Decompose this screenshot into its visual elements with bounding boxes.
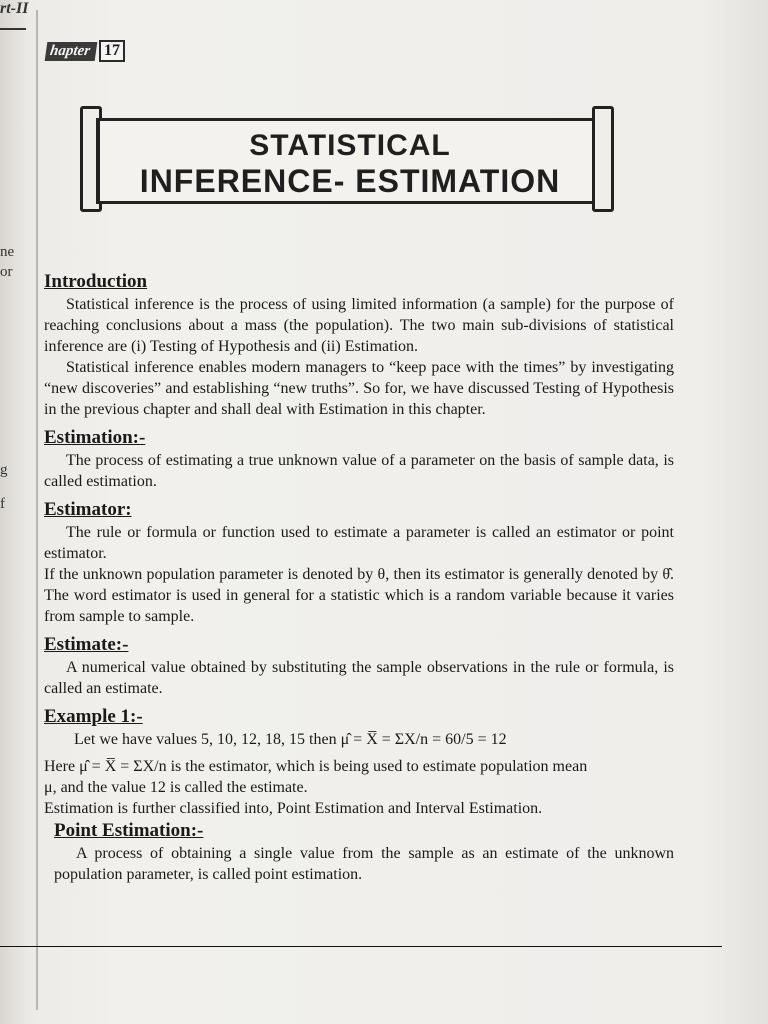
heading-introduction: Introduction bbox=[44, 271, 148, 292]
chapter-tag bbox=[46, 40, 125, 62]
chapter-title-line2: INFERENCE- ESTIMATION bbox=[139, 163, 561, 199]
heading-estimator: Estimator: bbox=[44, 499, 132, 520]
intro-paragraph-2: Statistical inference enables modern managers to “keep pace with the times” by investigating “new discoveries” and establishing “new truths”. So for, we have discussed Testing of Hypothesis in the previous chapter and shall deal with Estimation in this chapter. bbox=[44, 359, 674, 418]
binding-gutter bbox=[36, 10, 38, 1010]
estimator-paragraph-1: The rule or formula or function used to estimate a parameter is called an estimator or point estimator. bbox=[44, 524, 674, 562]
example-classification-line: Estimation is further classified into, Point Estimation and Interval Estimation. bbox=[44, 800, 543, 817]
estimator-paragraph-2: If the unknown population parameter is denoted by θ, then its estimator is generally denoted by θ̂. The word estimator is used in general for a statistic which is a random variable because it varies from sample to sample. bbox=[44, 566, 674, 625]
chapter-number: 17 bbox=[99, 40, 125, 62]
point-estimation-paragraph: A process of obtaining a single value from the sample as an estimate of the unknown population parameter, is called point estimation. bbox=[54, 845, 674, 883]
margin-fragment: ne bbox=[0, 244, 15, 260]
margin-fragment: or bbox=[0, 264, 13, 280]
running-head-rule bbox=[0, 28, 26, 30]
example-estimator-line: Here μ̂ = X̅ = ΣX/n is the estimator, which is being used to estimate population mean bbox=[44, 758, 588, 775]
heading-estimation: Estimation:- bbox=[44, 427, 146, 448]
chapter-title-line1: STATISTICAL bbox=[249, 129, 451, 162]
heading-point-estimation: Point Estimation:- bbox=[54, 820, 204, 841]
bottom-rule bbox=[0, 946, 722, 947]
margin-fragment: f bbox=[0, 496, 5, 512]
intro-paragraph-1: Statistical inference is the process of using limited information (a sample) for the purpose of reaching conclusions about a mass (the population). The two main sub-divisions of statistical inference are (i) Testing of Hypothesis and (ii) Estimation. bbox=[44, 296, 674, 355]
estimate-paragraph: A numerical value obtained by substituting the sample observations in the rule or formula, is called an estimate. bbox=[44, 659, 674, 697]
estimation-paragraph: The process of estimating a true unknown value of a parameter on the basis of sample data, is called estimation. bbox=[44, 452, 674, 490]
chapter-body bbox=[44, 270, 674, 885]
title-frame bbox=[96, 118, 604, 204]
example-formula-line: Let we have values 5, 10, 12, 18, 15 then μ̂ = X̅ = ΣX/n = 60/5 = 12 bbox=[74, 731, 507, 748]
scroll-right-roll bbox=[592, 106, 614, 212]
margin-fragment: g bbox=[0, 462, 8, 478]
heading-estimate: Estimate:- bbox=[44, 634, 129, 655]
chapter-label: hapter bbox=[45, 42, 98, 61]
running-head: rt-II bbox=[0, 0, 29, 17]
title-scroll-banner bbox=[80, 106, 614, 210]
heading-example-1: Example 1:- bbox=[44, 706, 143, 727]
example-estimate-line: μ, and the value 12 is called the estimate. bbox=[44, 779, 308, 796]
